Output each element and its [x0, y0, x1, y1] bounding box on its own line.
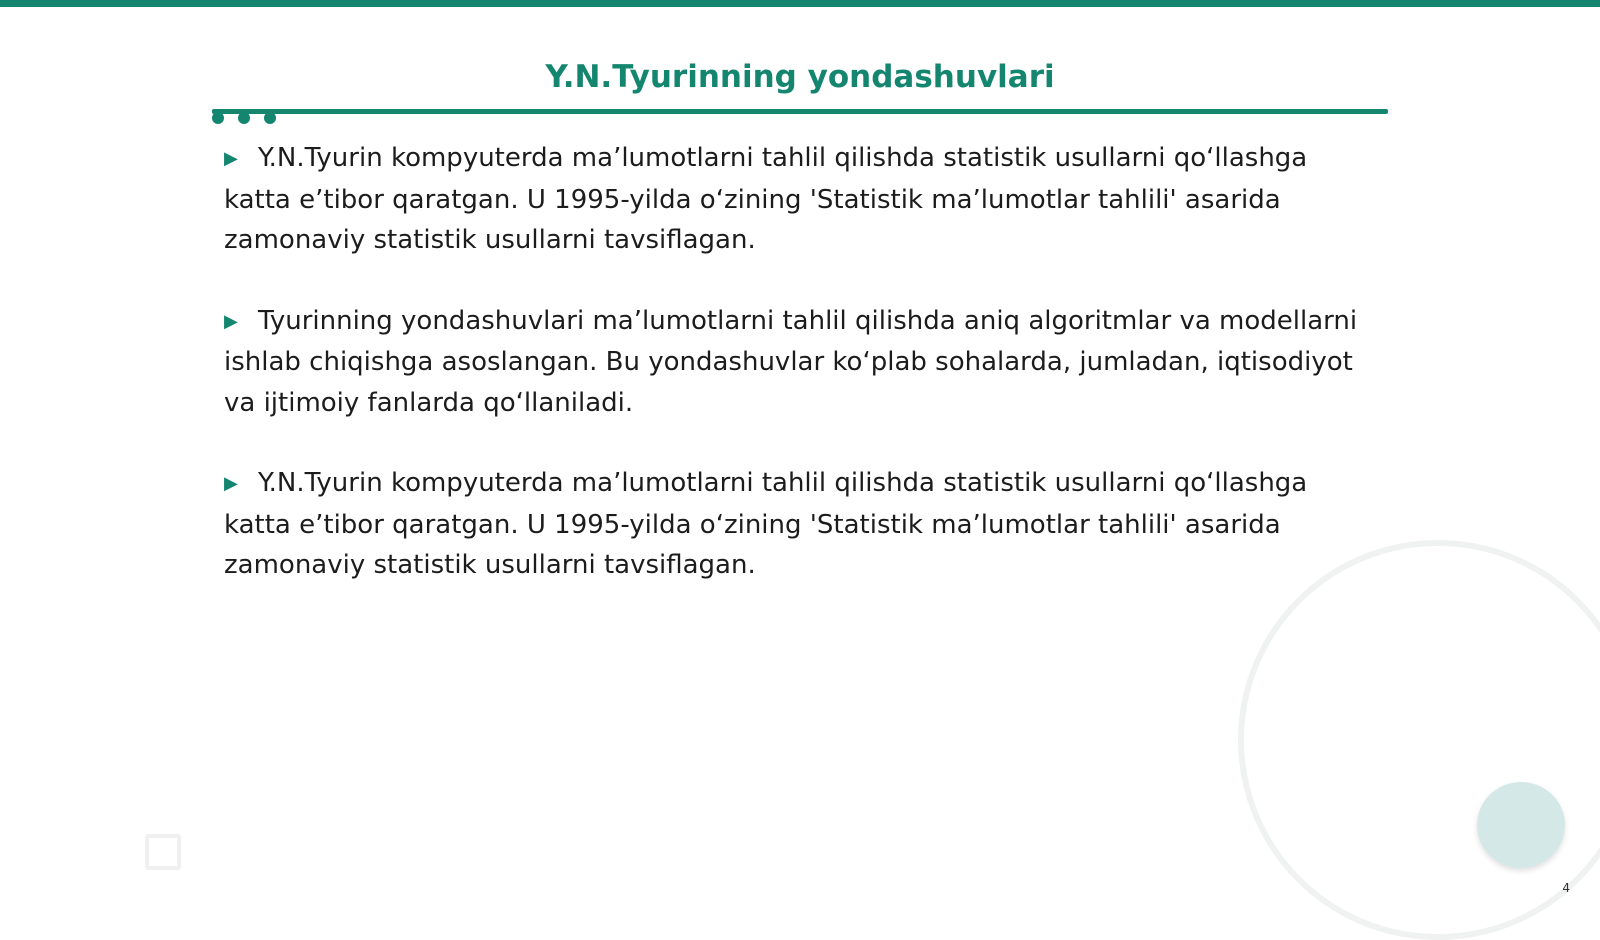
bullet-item-3 [224, 463, 1374, 586]
bullet-text-1: Y.N.Tyurin kompyuterda ma’lumotlarni tahlil qilishda statistik usullarni qo‘llashga katta e’tibor qaratgan. U 1995-yilda o‘zining 'Statistik ma’lumotlar tahlili' asarida zamonaviy statistik usullarni tavsiflagan. [224, 143, 1308, 255]
title-underline [212, 109, 1388, 114]
triangle-bullet-icon: ▶ [224, 148, 238, 169]
triangle-bullet-icon: ▶ [224, 310, 238, 332]
title-dot-3 [264, 112, 276, 124]
triangle-bullet-icon: ▶ [224, 473, 238, 494]
decorative-square [145, 834, 181, 870]
page-number: 4 [1562, 881, 1570, 895]
bullet-item-1 [224, 138, 1374, 261]
bullet-text-2: Tyurinning yondashuvlari ma’lumotlarni tahlil qilishda aniq algoritmlar va modellarni ishlab chiqishga asoslangan. Bu yondashuvlar ko‘plab sohalarda, jumladan, iqtisodiyot va ijtimoiy fanlarda qo‘llaniladi. [224, 305, 1358, 418]
top-accent-bar [0, 0, 1600, 7]
bullet-text-3: Y.N.Tyurin kompyuterda ma’lumotlarni tahlil qilishda statistik usullarni qo‘llashga katta e’tibor qaratgan. U 1995-yilda o‘zining 'Statistik ma’lumotlar tahlili' asarida zamonaviy statistik usullarni tavsiflagan. [224, 468, 1308, 580]
decorative-dot [1477, 782, 1565, 868]
title-dot-2 [238, 112, 250, 124]
bullet-item-2 [224, 301, 1374, 424]
bullet-list [224, 138, 1374, 626]
title-dot-1 [212, 112, 224, 124]
slide-title: Y.N.Tyurinning yondashuvlari [545, 59, 1055, 95]
